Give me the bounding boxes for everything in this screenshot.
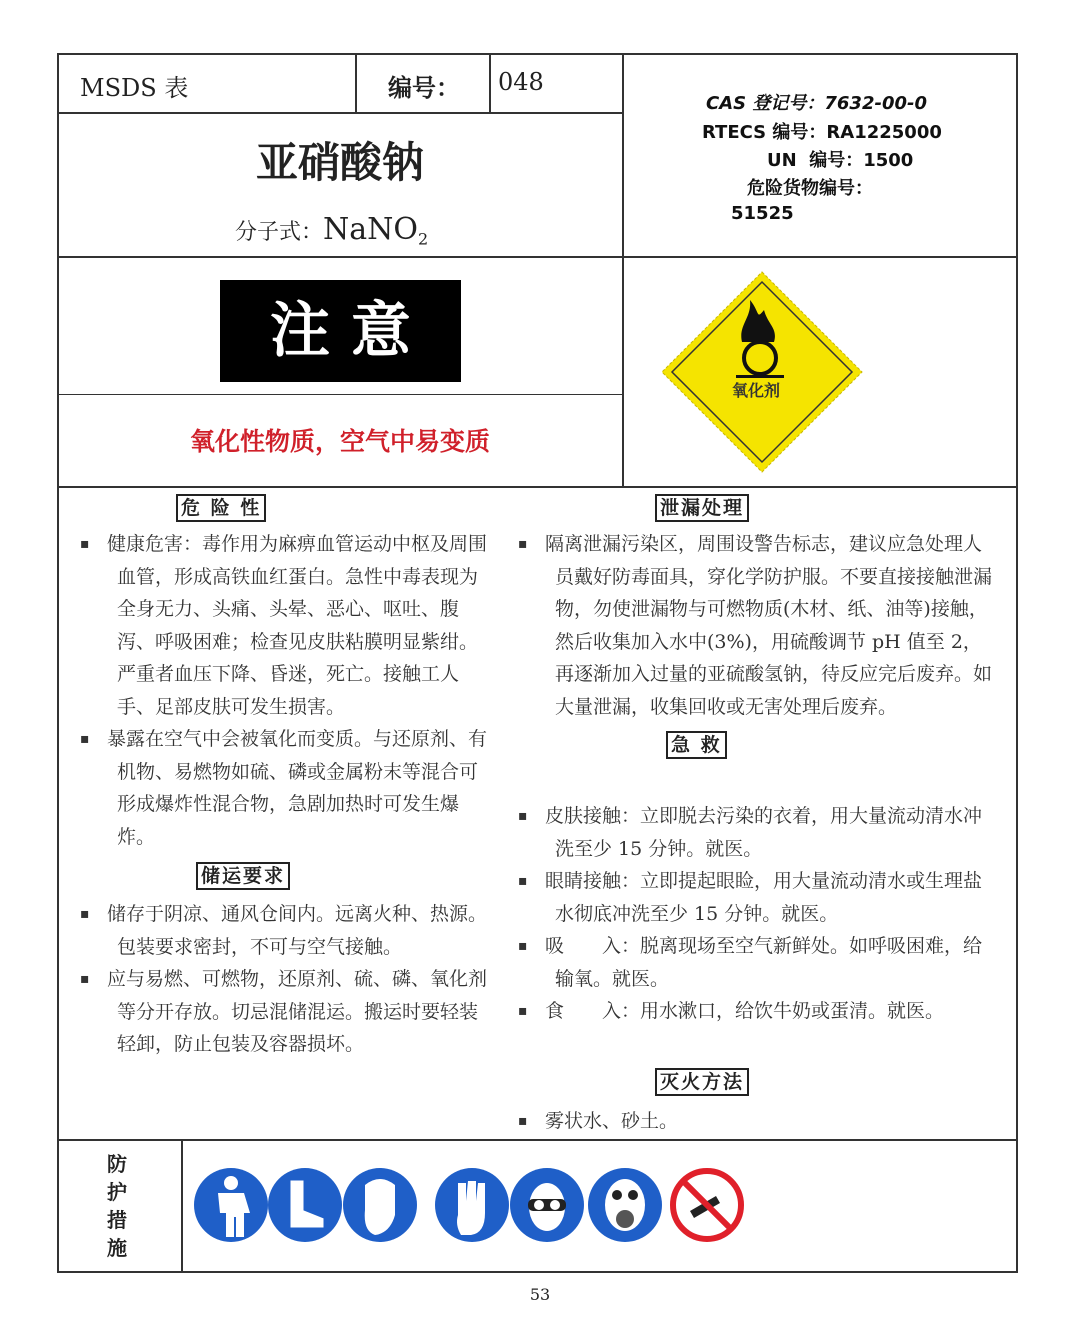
respirator-icon: [588, 1168, 662, 1242]
first-aid-item: ▪ 食 入：用水漱口，给饮牛奶或蛋清。就医。: [545, 995, 993, 1028]
divider: [57, 256, 1018, 258]
spill-title: 泄漏处理: [655, 494, 749, 522]
protection-label: [100, 1150, 134, 1262]
hazards-title: 危 险 性: [176, 494, 266, 522]
no-smoking-icon: [673, 1171, 741, 1239]
divider: [355, 53, 357, 113]
hazard-text: 暴露在空气中会被氧化而变质。与还原剂、有机物、易燃物如硫、磷或金属粉末等混合可形成爆炸性混合物，急剧加热时可发生爆炸。: [107, 728, 488, 848]
hazard-label: 氧化剂: [732, 381, 781, 400]
border-left: [57, 53, 59, 1273]
spill-text: 隔离泄漏污染区，周围设警告标志，建议应急处理人员戴好防毒面具，穿化学防护服。不要直接接触泄漏物，勿使泄漏物与可燃物质(木材、纸、油等)接触，然后收集加入水中(3%)，用硫酸调节 pH 值至 2，再逐渐加入过量的亚硫酸氢钠，待反应完后废弃。如大量泄漏，收集回收或无害处理后废弃。: [545, 533, 993, 718]
oxidizer-hazard-icon: [660, 270, 864, 474]
label-char: 施: [107, 1236, 127, 1260]
divider: [489, 53, 491, 113]
rtecs-number: RTECS 编号：RA1225000: [702, 122, 942, 143]
border-right: [1016, 53, 1018, 1273]
dg-label: 危险货物编号：: [747, 178, 873, 199]
warning-text: 氧化性物质，空气中易变质: [189, 427, 490, 456]
storage-item: ▪ 应与易燃、可燃物，还原剂、硫、磷、氧化剂等分开存放。切忌混储混运。搬运时要轻装轻卸，防止包装及容器损坏。: [107, 963, 487, 1061]
first-aid-text: 食 入：用水漱口，给饮牛奶或蛋清。就医。: [545, 1000, 945, 1022]
label-char: 措: [107, 1208, 127, 1232]
msds-label: MSDS 表: [80, 74, 189, 102]
hazard-text: 健康危害：毒作用为麻痹血管运动中枢及周围血管，形成高铁血红蛋白。急性中毒表现为全身无力、头痛、头晕、恶心、呕吐、腹泻、呼吸困难；检查见皮肤粘膜明显紫绀。严重者血压下降、昏迷，死亡。接触工人手、足部皮肤可发生损害。: [107, 533, 488, 718]
label-char: 防: [107, 1152, 127, 1176]
formula-label: 分子式：: [235, 220, 324, 245]
cas-number: CAS 登记号：7632-00-0: [706, 93, 927, 114]
fire-item: ▪ 雾状水、砂土。: [545, 1105, 993, 1138]
hazard-item: ▪ 暴露在空气中会被氧化而变质。与还原剂、有机物、易燃物如硫、磷或金属粉末等混合可形成爆炸性混合物，急剧加热时可发生爆炸。: [107, 723, 487, 853]
goggles-icon: [510, 1168, 584, 1242]
gloves-icon: [435, 1168, 509, 1242]
first-aid-item: ▪ 皮肤接触：立即脱去污染的衣着，用大量流动清水冲洗至少 15 分钟。就医。: [545, 800, 993, 865]
ppe-icons: [190, 1165, 760, 1245]
divider: [57, 486, 1018, 488]
spill-item: ▪ 隔离泄漏污染区，周围设警告标志，建议应急处理人员戴好防毒面具，穿化学防护服。不要直接接触泄漏物，勿使泄漏物与可燃物质(木材、纸、油等)接触，然后收集加入水中(3%)，用硫酸调节 pH 值至 2，再逐渐加入过量的亚硫酸氢钠，待反应完后废弃。如大量泄漏，收集回收或无害处理后废弃。: [545, 528, 993, 723]
formula-sub: 2: [418, 229, 429, 249]
dg-number: 51525: [731, 203, 794, 224]
first-aid-item: ▪ 吸 入：脱离现场至空气新鲜处。如呼吸困难，给输氧。就医。: [545, 930, 993, 995]
fire-text: 雾状水、砂土。: [545, 1110, 679, 1132]
border-bottom: [57, 1271, 1018, 1273]
divider: [181, 1139, 183, 1272]
first-aid-text: 眼睛接触：立即提起眼睑，用大量流动清水或生理盐水彻底冲洗至少 15 分钟。就医。: [545, 870, 983, 925]
un-number: UN 编号：1500: [767, 150, 914, 171]
first-aid-text: 吸 入：脱离现场至空气新鲜处。如呼吸困难，给输氧。就医。: [545, 935, 983, 990]
hazard-item: ▪ 健康危害：毒作用为麻痹血管运动中枢及周围血管，形成高铁血红蛋白。急性中毒表现为全身无力、头痛、头晕、恶心、呕吐、腹泻、呼吸困难；检查见皮肤粘膜明显紫绀。严重者血压下降、昏迷，死亡。接触工人手、足部皮肤可发生损害。: [107, 528, 487, 723]
first-aid-title: 急 救: [666, 731, 727, 759]
label-char: 护: [107, 1180, 127, 1204]
storage-text: 储存于阴凉、通风仓间内。远离火种、热源。包装要求密封，不可与空气接触。: [107, 903, 488, 958]
divider: [57, 394, 623, 395]
fire-title: 灭火方法: [655, 1068, 749, 1096]
storage-title: 储运要求: [196, 862, 290, 890]
storage-item: ▪ 储存于阴凉、通风仓间内。远离火种、热源。包装要求密封，不可与空气接触。: [107, 898, 487, 963]
first-aid-item: ▪ 眼睛接触：立即提起眼睑，用大量流动清水或生理盐水彻底冲洗至少 15 分钟。就医。: [545, 865, 993, 930]
formula-main: NaNO: [323, 212, 418, 247]
page-number: 53: [529, 1285, 551, 1304]
divider: [57, 1139, 1018, 1141]
substance-name: 亚硝酸钠: [255, 138, 424, 187]
first-aid-text: 皮肤接触：立即脱去污染的衣着，用大量流动清水冲洗至少 15 分钟。就医。: [545, 805, 983, 860]
safety-boots-icon: [268, 1168, 342, 1242]
document-number: 048: [498, 68, 544, 96]
face-shield-icon: [343, 1168, 417, 1242]
signal-word: 注 意: [220, 280, 461, 382]
number-label: 编号：: [388, 74, 460, 102]
formula: [235, 212, 428, 248]
border-top: [57, 53, 1018, 55]
protective-suit-icon: [194, 1168, 268, 1242]
storage-text: 应与易燃、可燃物，还原剂、硫、磷、氧化剂等分开存放。切忌混储混运。搬运时要轻装轻卸，防止包装及容器损坏。: [107, 968, 488, 1055]
divider: [57, 112, 623, 114]
